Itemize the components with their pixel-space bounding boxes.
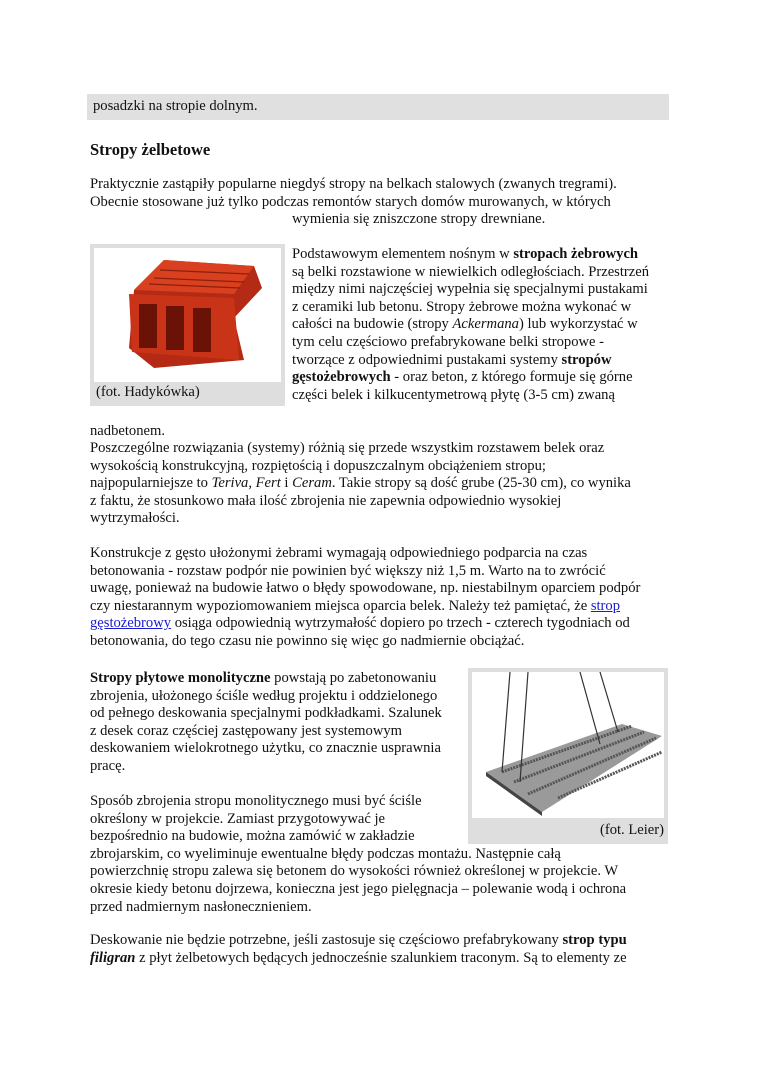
text-segment: betonowania, do tego czasu nie powinno się więc go nadmiernie obciążać. bbox=[90, 632, 525, 649]
text-line bbox=[90, 863, 626, 881]
text-segment: Ackermana bbox=[452, 316, 519, 333]
figure-hollow-brick bbox=[90, 244, 285, 406]
text-line bbox=[90, 899, 626, 917]
text-segment: Konstrukcje z gęsto ułożonymi żebrami wymagają odpowiedniego podparcia na czas bbox=[90, 545, 588, 561]
text-segment: najpopularniejsze to bbox=[90, 475, 212, 492]
text-line bbox=[292, 281, 649, 299]
text-segment: wymienia się zniszczone stropy drewniane. bbox=[292, 211, 546, 228]
text-line bbox=[292, 299, 649, 317]
text-line bbox=[90, 194, 617, 212]
text-segment: okresie kiedy betonu dojrzewa, konieczna jest jego pielęgnacja – polewanie wodą i ochrona bbox=[90, 880, 627, 897]
text-segment: powierzchnię stropu zalewa się betonem do wysokości również określonej w projekcie. W bbox=[90, 863, 619, 880]
text-segment: osiąga odpowiednią wytrzymałość dopiero po trzech - czterech tygodniach od bbox=[171, 615, 630, 632]
text-segment: pracę. bbox=[90, 757, 126, 774]
paragraph-systems bbox=[90, 440, 631, 528]
text-line bbox=[90, 846, 626, 864]
paragraph-filigran bbox=[90, 932, 627, 967]
text-segment: Sposób zbrojenia stropu monolitycznego musi być ściśle bbox=[90, 793, 422, 809]
text-segment: Obecnie stosowane już tylko podczas remontów starych domów murowanych, w których bbox=[90, 193, 611, 210]
text-segment: uwagę, ponieważ na budowie łatwo o błędy spowodowane, np. niestabilnym oparciem podpór bbox=[90, 580, 641, 597]
paragraph-ribbed-slabs bbox=[292, 246, 649, 404]
paragraph-ribbed-slabs-tail bbox=[90, 423, 165, 441]
text-line bbox=[90, 211, 617, 229]
text-segment: Ceram bbox=[292, 475, 332, 492]
text-segment: z płyt żelbetowych będących jednocześnie szalunkiem traconym. Są to elementy ze bbox=[135, 949, 627, 966]
text-line bbox=[90, 580, 640, 598]
text-line bbox=[90, 670, 442, 688]
text-line bbox=[90, 723, 442, 741]
text-segment: części belek i kilkucentymetrową płytę (3-5 cm) zwaną bbox=[292, 386, 615, 403]
text-line bbox=[90, 633, 640, 651]
text-segment: - oraz beton, z którego formuje się górne bbox=[390, 369, 633, 386]
text-segment: całości na budowie (stropy bbox=[292, 316, 453, 333]
bar-text: posadzki na stropie dolnym. bbox=[93, 98, 258, 114]
text-segment: tym celu częściowo prefabrykowane belki stropowe - bbox=[292, 333, 605, 350]
text-line bbox=[90, 423, 165, 441]
text-segment: strop typu bbox=[562, 932, 627, 948]
paragraph-intro bbox=[90, 176, 617, 229]
text-line bbox=[90, 932, 627, 950]
text-line bbox=[90, 176, 617, 194]
paragraph-monolithic bbox=[90, 670, 442, 776]
section-heading: Stropy żelbetowe bbox=[90, 140, 211, 159]
text-segment: wysokością konstrukcyjną, rozpiętością i dopuszczalnym obciążeniem stropu; bbox=[90, 457, 546, 474]
text-segment: gęstożebrowych bbox=[292, 369, 391, 386]
text-line bbox=[90, 705, 442, 723]
text-line bbox=[292, 246, 649, 264]
link-strop-gestozebrowy[interactable]: gęstożebrowy bbox=[90, 615, 172, 632]
text-line bbox=[90, 563, 640, 581]
figure-caption: (fot. Hadykówka) bbox=[96, 384, 200, 400]
text-segment: Teriva, Fert bbox=[211, 475, 281, 492]
text-segment: stropach żebrowych bbox=[513, 246, 639, 262]
text-line bbox=[292, 316, 649, 334]
text-segment: czy niestarannym wypoziomowaniem miejsca oparcia belek. Należy też pamiętać, że bbox=[90, 597, 591, 614]
paragraph-reinforcement bbox=[90, 793, 626, 916]
text-segment: Deskowanie nie będzie potrzebne, jeśli zastosuje się częściowo prefabrykowany bbox=[90, 932, 563, 948]
text-line bbox=[90, 475, 631, 493]
text-segment: betonowania - rozstaw podpór nie powinien być większy niż 1,5 m. Warto na to zwrócić bbox=[90, 562, 606, 579]
text-line bbox=[90, 881, 626, 899]
text-line bbox=[292, 369, 649, 387]
text-segment: z ceramiki lub betonu. Stropy żebrowe można wykonać w bbox=[292, 298, 632, 315]
text-segment: i bbox=[280, 475, 293, 492]
text-line bbox=[292, 264, 649, 282]
text-segment: z faktu, że stosunkowo mała ilość zbrojenia nie zapewnia odpowiednio wysokiej bbox=[90, 492, 562, 509]
text-line bbox=[90, 458, 631, 476]
text-segment: tworzące z odpowiednimi pustakami systemy bbox=[292, 351, 562, 368]
shaded-text-bar bbox=[87, 94, 669, 120]
text-segment: deskowaniem wielokrotnego użytku, co znacznie usprawnia bbox=[90, 740, 441, 757]
text-segment: z desek coraz częściej zastępowany jest systemowym bbox=[90, 722, 403, 739]
text-segment: Stropy płytowe monolityczne bbox=[90, 670, 271, 686]
paragraph-support bbox=[90, 545, 640, 651]
text-segment: nadbetonem. bbox=[90, 423, 165, 439]
text-segment: filigran bbox=[90, 949, 136, 966]
text-line bbox=[90, 811, 626, 829]
text-segment: powstają po zabetonowaniu bbox=[270, 670, 437, 686]
text-segment: . Takie stropy są dość grube (25-30 cm), co wynika bbox=[331, 475, 631, 492]
text-line bbox=[90, 598, 640, 616]
text-segment: między nimi najczęściej wypełnia się specjalnymi pustakami bbox=[292, 281, 648, 298]
text-segment: zbrojenia, ułożonego ściśle według projektu i oddzielonego bbox=[90, 687, 438, 704]
text-segment: zbrojarskim, co wyeliminuje ewentualne błędy podczas montażu. Następnie całą bbox=[90, 845, 561, 862]
text-line bbox=[90, 688, 442, 706]
text-segment: Poszczególne rozwiązania (systemy) różnią się przede wszystkim rozstawem belek oraz bbox=[90, 440, 605, 456]
text-line bbox=[90, 758, 442, 776]
text-line bbox=[90, 793, 626, 811]
figure-caption: (fot. Leier) bbox=[599, 822, 664, 838]
text-line bbox=[90, 615, 640, 633]
text-segment: bezpośrednio na budowie, można zamówić w zakładzie bbox=[90, 828, 415, 845]
text-segment: wytrzymałości. bbox=[90, 510, 180, 527]
text-segment: przed nadmiernym nasłonecznieniem. bbox=[90, 898, 312, 915]
text-segment: są belki rozstawione w niewielkich odległościach. Przestrzeń bbox=[292, 263, 650, 280]
text-line bbox=[90, 950, 627, 968]
text-segment: ) lub wykorzystać w bbox=[518, 316, 638, 333]
text-line bbox=[292, 352, 649, 370]
text-segment: od pełnego deskowania specjalnymi podkładkami. Szalunek bbox=[90, 705, 442, 722]
text-segment: Podstawowym elementem nośnym w bbox=[292, 246, 514, 262]
text-line bbox=[90, 510, 631, 528]
text-line bbox=[90, 740, 442, 758]
text-segment: stropów bbox=[561, 351, 612, 368]
text-line bbox=[90, 493, 631, 511]
hollow-brick-image bbox=[94, 248, 281, 382]
text-line bbox=[292, 387, 649, 405]
text-line bbox=[90, 440, 631, 458]
text-line bbox=[90, 828, 626, 846]
text-segment: określony w projekcie. Zamiast przygotowywać je bbox=[90, 810, 386, 827]
text-segment: Praktycznie zastąpiły popularne niegdyś stropy na belkach stalowych (zwanych tregrami). bbox=[90, 176, 617, 192]
text-line bbox=[292, 334, 649, 352]
link-strop-gestozebrowy[interactable]: strop bbox=[590, 597, 621, 614]
text-line bbox=[90, 545, 640, 563]
